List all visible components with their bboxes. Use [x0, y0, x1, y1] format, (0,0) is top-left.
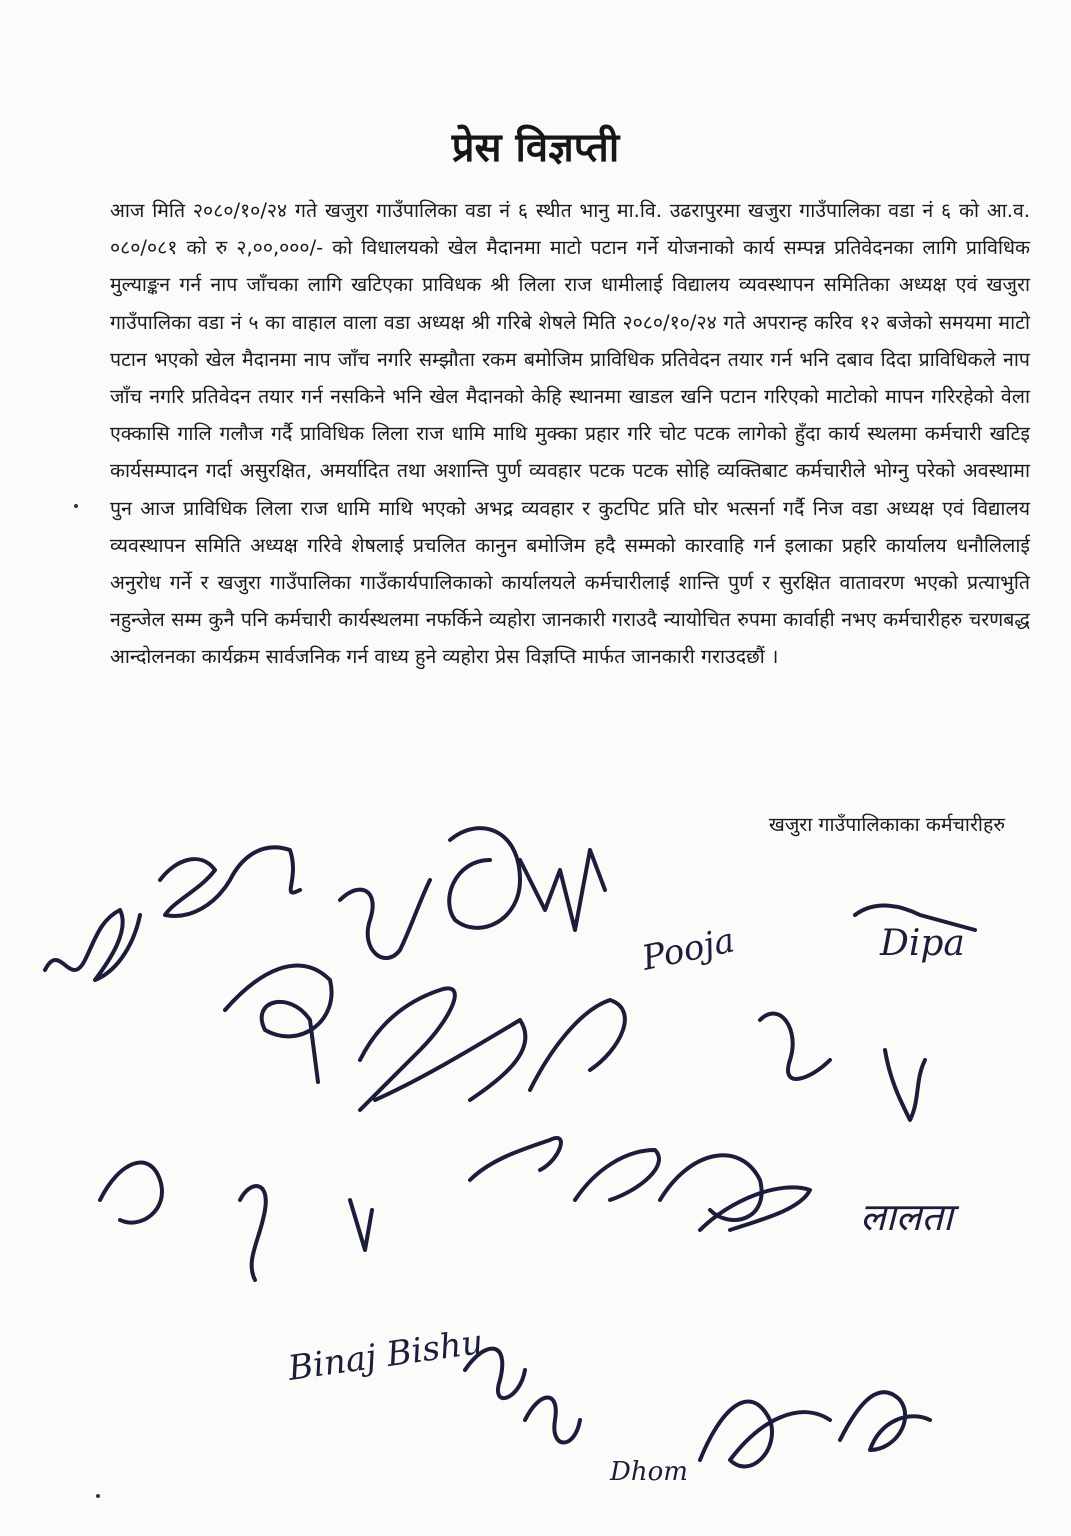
signature — [160, 847, 300, 916]
signature — [449, 828, 520, 928]
signature-text: Binaj Bishu — [285, 1321, 486, 1389]
signature — [350, 1200, 372, 1250]
signature — [760, 1014, 830, 1079]
body-paragraph: आज मिति २०८०/१०/२४ गते खजुरा गाउँपालिका वडा नं ६ स्थीत भानु मा.वि. उढरापुरमा खजुरा गाउँपालिका वडा नं ६ को आ.व. ०८०/०८१ को रु २,००,०००/- को विधालयको खेल मैदानमा माटो पटान गर्ने योजनाको कार्य सम्पन्न प्रतिवेदनका लागि प्राविधिक मुल्याङ्कन गर्न नाप जाँचका लागि खटिएका प्राविधक श्री लिला राज धामीलाई विद्यालय व्यवस्थापन समितिका अध्यक्ष एवं खजुरा गाउँपालिका वडा नं ५ का वाहाल वाला वडा अध्यक्ष श्री गरिबे शेषले मिति २०८०/१०/२४ गते अपरान्ह करिव १२ बजेको समयमा माटो पटान भएको खेल मैदानमा नाप जाँच नगरि सम्झौता रकम बमोजिम प्राविधिक प्रतिवेदन तयार गर्न भनि दबाव दिदा प्राविधिकले नाप जाँच नगरि प्रतिवेदन तयार गर्न नसकिने भनि खेल मैदानको केहि स्थानमा खाडल खनि पटान गरिएको माटोको मापन गरिरहेको वेला एक्कासि गालि गलौज गर्दै प्राविधिक लिला राज धामि माथि मुक्का प्रहार गरि चोट पटक लागेको हुँदा कार्य स्थलमा कर्मचारी खटिइ कार्यसम्पादन गर्दा असुरक्षित, अमर्यादित तथा अशान्ति पुर्ण व्यवहार पटक पटक सोहि व्यक्तिबाट कर्मचारीले भोग्नु परेको अवस्थामा पुन आज प्राविधिक लिला राज धामि माथि भएको अभद्र व्यवहार र कुटपिट प्रति घोर भत्सर्ना गर्दै निज वडा अध्यक्ष एवं विद्यालय व्यवस्थापन समिति अध्यक्ष गरिवे शेषलाई प्रचलित कानुन बमोजिम हदै सम्मको कारवाहि गर्न इलाका प्रहरि कार्यालय धनौलिलाई अनुरोध गर्ने र खजुरा गाउँपालिका गाउँकार्यपालिकाको कार्यालयले कर्मचारीलाई शान्ति पुर्ण र सुरक्षित वातावरण भएको प्रत्याभुति नहुन्जेल सम्म कुनै पनि कर्मचारी कार्यस्थलमा नफर्किने व्यहोरा जानकारी गराउदै न्यायोचित रुपमा कार्वाही नभए कर्मचारीहरु चरणबद्ध आन्दोलनका कार्यक्रम सार्वजनिक गर्न वाध्य हुने व्यहोरा प्रेस विज्ञप्ति मार्फत जानकारी गराउदछौं । — [110, 199, 1030, 669]
signature-text: Dipa — [880, 923, 965, 964]
signature — [885, 1050, 925, 1120]
signature — [660, 1155, 762, 1220]
signature — [470, 1138, 561, 1180]
stray-ink-dot — [74, 504, 78, 508]
signature — [375, 1020, 525, 1100]
press-release-body — [110, 192, 1030, 676]
signature — [225, 966, 332, 1082]
signature — [240, 1186, 266, 1280]
signature — [100, 1163, 162, 1223]
signature — [530, 1000, 625, 1090]
signature — [575, 1150, 659, 1200]
signoff-label: खजुरा गाउँपालिकाका कर्मचारीहरु — [768, 813, 1005, 836]
signature — [840, 1392, 930, 1450]
page-title: प्रेस विज्ञप्ती — [451, 125, 620, 171]
signature — [465, 1349, 525, 1398]
signatures-area — [0, 820, 1071, 1536]
signature — [700, 1401, 830, 1466]
signature-text: लालता — [860, 1195, 953, 1239]
signature-text: Dhom — [610, 1457, 688, 1487]
signature — [340, 880, 430, 958]
signature — [525, 1398, 580, 1443]
signature — [520, 850, 605, 930]
signature — [45, 910, 140, 980]
signature — [360, 988, 455, 1110]
signature-text: Pooja — [638, 920, 739, 979]
